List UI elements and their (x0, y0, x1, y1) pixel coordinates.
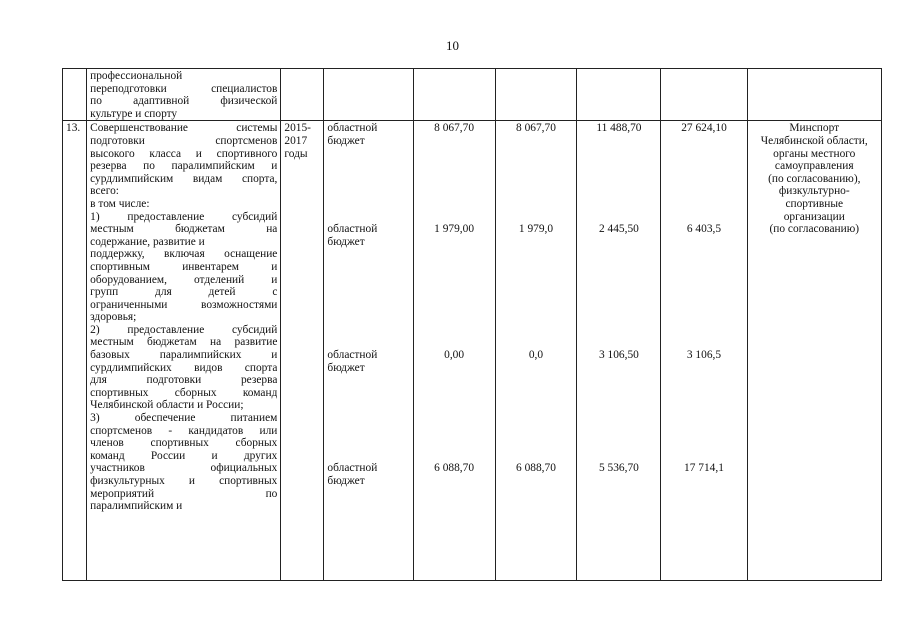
value-year3: 11 488,70 (596, 122, 642, 135)
cell-executor (747, 121, 881, 581)
text-line: всего: (90, 185, 119, 198)
text-line: Совершенствование системы (90, 122, 278, 135)
executor-line: Минспорт (789, 122, 840, 135)
text-line: 2) предоставление субсидий (90, 323, 278, 336)
text-line: спортивных сборных команд (90, 386, 278, 399)
text-line: культуре и спорту (90, 107, 178, 120)
text-line: здоровья; (90, 311, 137, 324)
executor-line: организации (783, 210, 845, 223)
executor-line: физкультурно- (778, 185, 850, 198)
cell-number (63, 69, 87, 121)
value-year2: 1 979,0 (518, 223, 554, 236)
text-line: паралимпийским и (90, 500, 183, 513)
text-line: 3) обеспечение питанием (90, 412, 278, 425)
cell-year3 (577, 69, 661, 121)
text-line: оборудованием, отделений и (90, 273, 278, 286)
source-line: областной (327, 223, 378, 236)
executor-list (751, 122, 878, 235)
cell-executor (747, 69, 881, 121)
text-line: по адаптивной физической (90, 95, 278, 108)
executor-line: (по согласованию) (769, 223, 860, 236)
period-line: 2017 (284, 134, 308, 147)
text-line: поддержку, включая оснащение (90, 248, 278, 261)
text-line: сурдлимпийским видам спорта, (90, 172, 278, 185)
text-line: Челябинской области и России; (90, 399, 244, 412)
cell-year1 (413, 121, 495, 581)
value-year2: 6 088,70 (516, 462, 556, 475)
text-line: содержание, развитие и (90, 235, 205, 248)
source-line: бюджет (327, 134, 365, 147)
value-year3: 3 106,50 (599, 349, 639, 362)
text-line: сурдлимпийских видов спорта (90, 361, 278, 374)
text-line: физкультурных и спортивных (90, 475, 278, 487)
source-line: бюджет (327, 474, 365, 487)
text-line: команд России и других (90, 449, 278, 462)
text-line: членов спортивных сборных (90, 437, 278, 450)
value-year3: 5 536,70 (599, 462, 639, 475)
executor-line: (по согласованию), (768, 172, 861, 185)
text-line: подготовки спортсменов (90, 134, 278, 147)
executor-line: спортивные (785, 197, 844, 210)
value-year2: 8 067,70 (516, 122, 556, 135)
source-line: областной (327, 349, 378, 362)
value-total: 6 403,5 (686, 223, 722, 236)
text-line: местным бюджетам на (90, 223, 278, 236)
page-number: 10 (446, 38, 459, 53)
table-row-13 (63, 121, 882, 581)
value-total: 3 106,5 (686, 349, 722, 362)
text-line: переподготовки специалистов (90, 82, 278, 95)
cell-year2 (495, 121, 577, 581)
cell-total (661, 121, 747, 581)
text-line: резерва по паралимпийским и (90, 160, 278, 173)
value-year2: 0,0 (528, 349, 544, 362)
text-line: профессиональной (90, 70, 183, 82)
cell-period (281, 121, 324, 581)
budget-table (62, 68, 882, 581)
cell-year1 (413, 69, 495, 121)
value-year1: 6 088,70 (434, 462, 475, 475)
text-line: спортивным инвентарем и (90, 260, 278, 273)
cell-total (661, 69, 747, 121)
cell-name (87, 121, 281, 581)
value-year1: 0,00 (444, 349, 465, 362)
text-line: 1) предоставление субсидий (90, 210, 278, 223)
text-line: высокого класса и спортивного (90, 147, 278, 160)
table-row-continued (63, 69, 882, 121)
value-total: 17 714,1 (684, 462, 724, 475)
text-line: групп для детей с (90, 286, 278, 299)
period-line: годы (284, 147, 308, 160)
text-line: спортсменов - кандидатов или (90, 424, 278, 437)
source-line: бюджет (327, 235, 365, 248)
cell-year2 (495, 69, 577, 121)
text-line: для подготовки резерва (90, 374, 278, 387)
source-line: областной (327, 122, 378, 135)
value-total: 27 624,10 (681, 122, 727, 135)
cell-name-continued (87, 69, 281, 121)
period-line: 2015- (284, 122, 311, 135)
activity-description (90, 122, 277, 512)
executor-line: Челябинской области, (760, 134, 868, 147)
executor-line: самоуправления (774, 160, 854, 173)
cell-source (324, 121, 413, 581)
cell-year3 (577, 121, 661, 581)
row-number: 13. (66, 122, 81, 135)
value-year3: 2 445,50 (599, 223, 639, 236)
text-line: местным бюджетам на развитие (90, 336, 278, 349)
source-line: бюджет (327, 361, 365, 374)
text-line: ограниченными возможностями (90, 298, 278, 311)
executor-line: органы местного (773, 147, 856, 160)
cell-source (324, 69, 413, 121)
value-year1: 8 067,70 (434, 122, 475, 135)
text-line: мероприятий по (90, 487, 278, 500)
value-year1: 1 979,00 (434, 223, 475, 236)
source-line: областной (327, 462, 378, 475)
text-line: базовых паралимпийских и (90, 349, 278, 362)
text-line: в том числе: (90, 197, 150, 210)
cell-number (63, 121, 87, 581)
cell-period (281, 69, 324, 121)
text-line: участников официальных (90, 462, 278, 475)
